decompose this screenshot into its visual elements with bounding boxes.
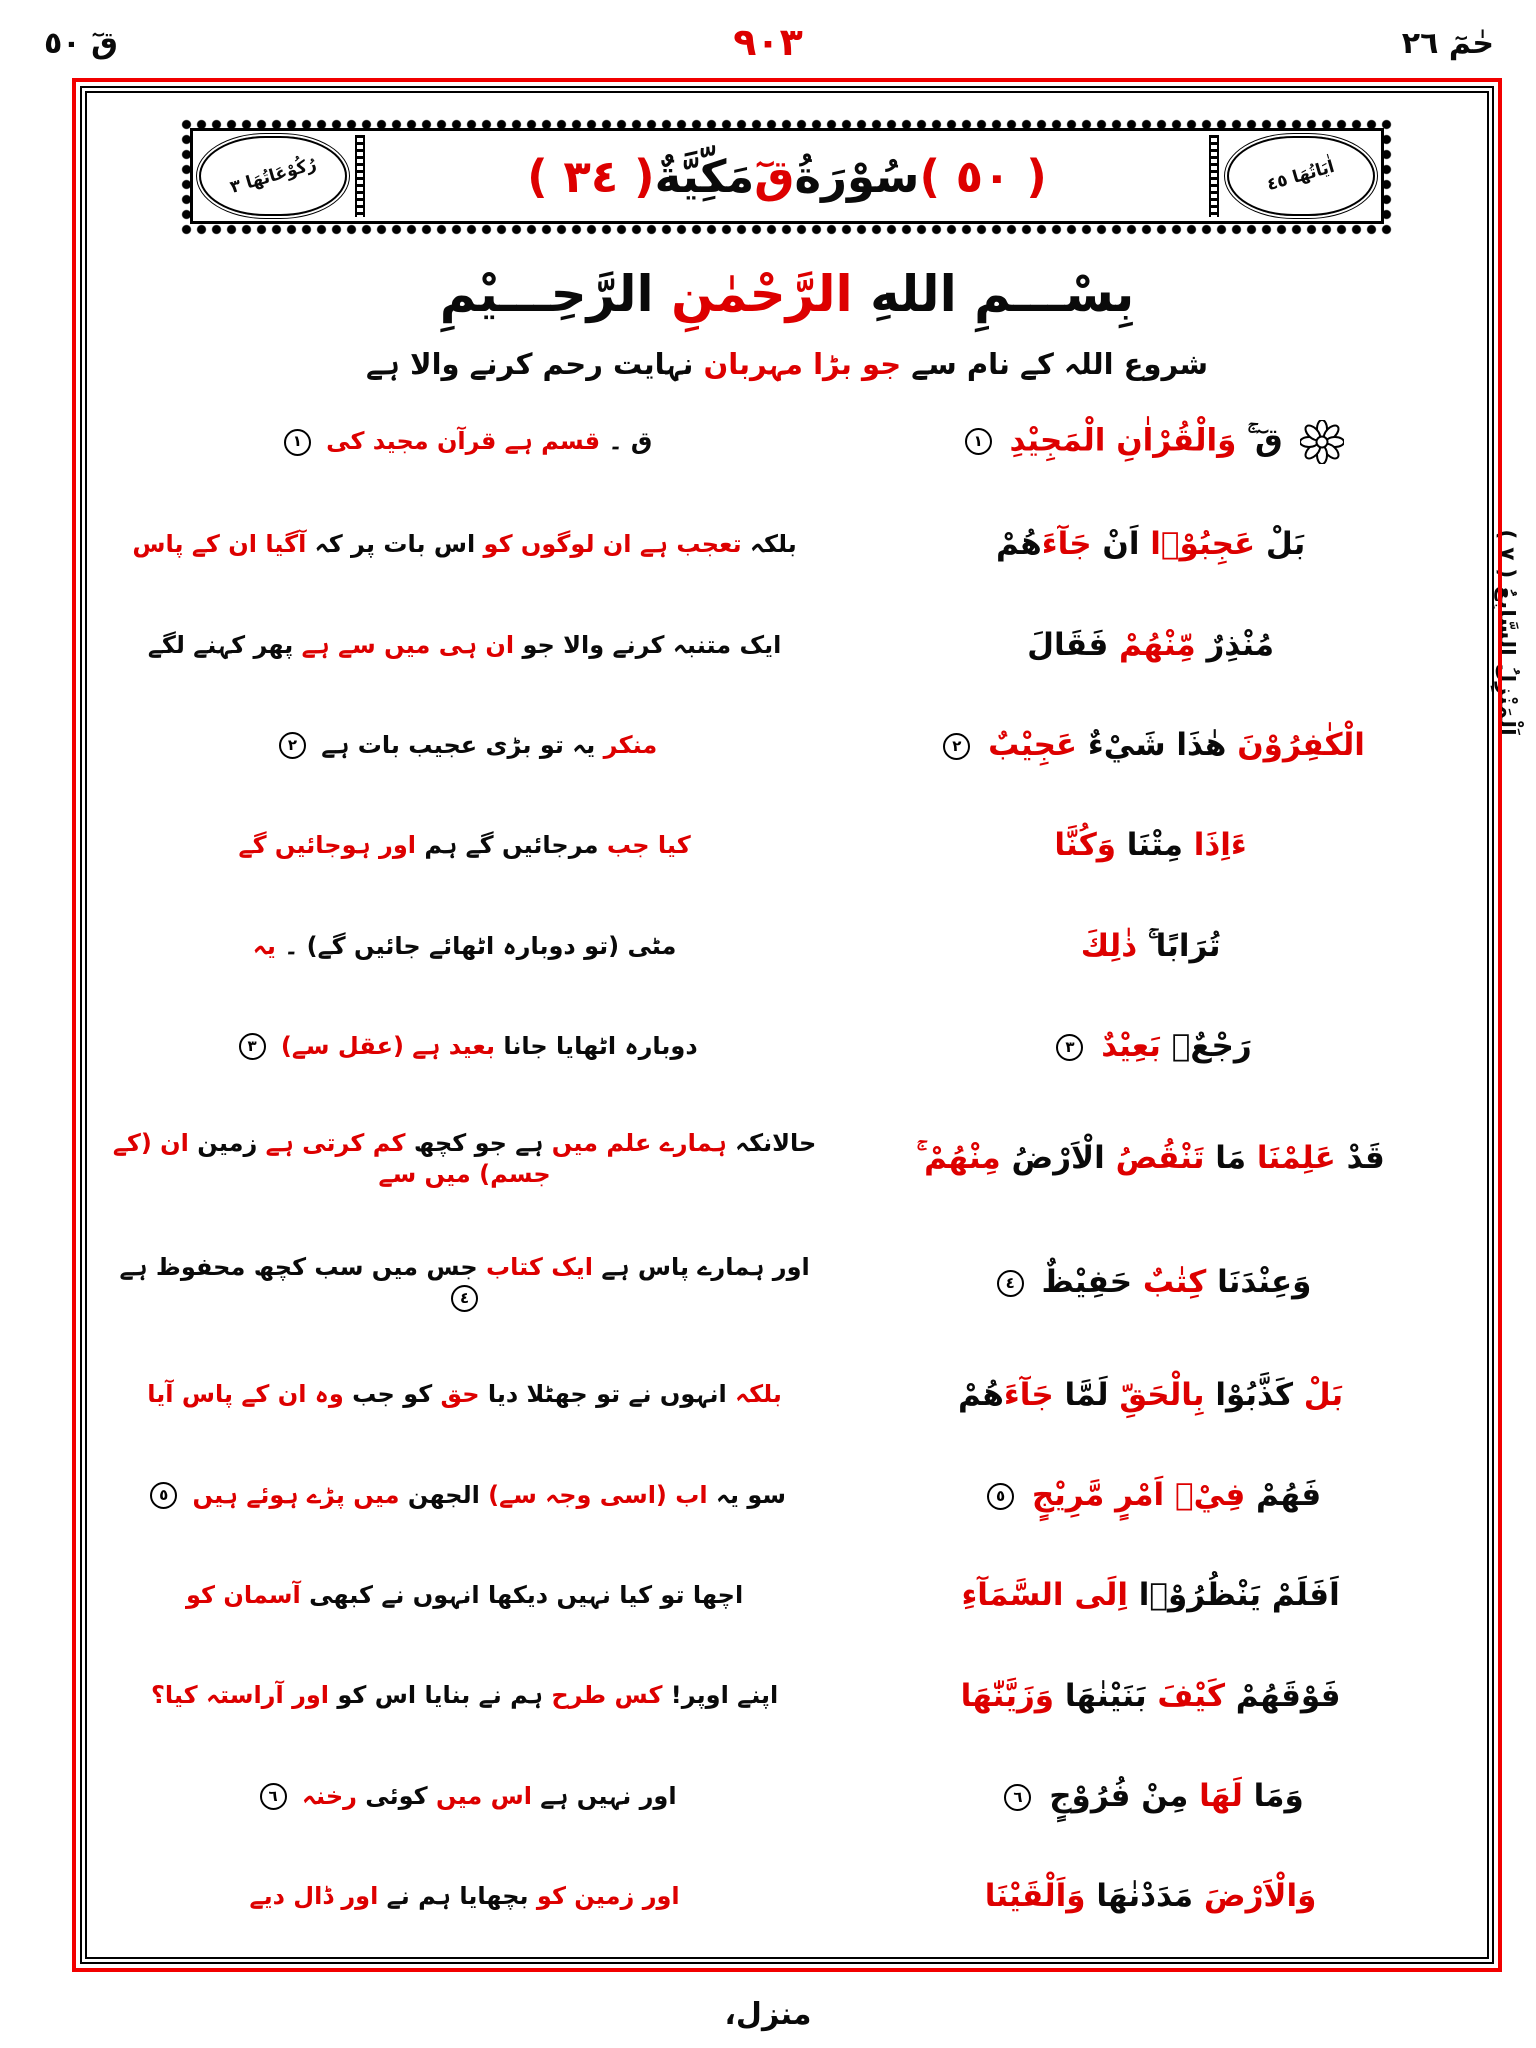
text-segment: مَكِّيَّةٌ: [654, 149, 755, 203]
text-segment: وہ ان کے پاس آیا: [147, 1380, 344, 1409]
text-segment: بِسْـــمِ اللهِ: [852, 265, 1135, 323]
text-segment: مرجائیں گے ہم: [416, 831, 599, 860]
text-segment: مِنْهُمْ ۚ: [916, 1140, 1001, 1177]
text-segment: الجھن: [399, 1480, 480, 1509]
arabic-verse: [828, 420, 1473, 464]
text-segment: اور ہمارے پاس ہے: [593, 1252, 810, 1281]
text-segment: مِّنْهُمْ: [1108, 626, 1196, 663]
verse-number-circle: ١: [965, 428, 992, 455]
text-segment: اب (اسی وجہ سے): [479, 1480, 708, 1509]
verse-number-circle: ٥: [150, 1482, 177, 1509]
arabic-verse: [828, 1476, 1473, 1515]
text-segment: وَاَلْقَيْنَا: [984, 1878, 1086, 1915]
verse-row: [101, 1576, 1473, 1615]
verse-row: [101, 1128, 1473, 1190]
verse-number-circle: ٥: [987, 1483, 1014, 1510]
text-segment: اس میں: [427, 1781, 532, 1810]
text-segment: آسمان کو: [185, 1581, 301, 1610]
verse-number-circle: ٦: [260, 1783, 287, 1810]
text-segment: انہوں نے تو جھٹلا دیا: [479, 1380, 727, 1409]
text-segment: ءَاِذَا: [1182, 827, 1247, 864]
verse-row: [101, 1476, 1473, 1515]
verse-number-circle: ٢: [279, 732, 306, 759]
arabic-verse: [828, 1576, 1473, 1615]
arabic-verse: [828, 525, 1473, 564]
text-segment: بلکہ: [726, 1380, 782, 1409]
urdu-translation: [101, 426, 828, 457]
text-segment: اَفَلَمْ يَنْظُرُوْۤا: [1127, 1577, 1340, 1614]
urdu-translation: [101, 1379, 828, 1410]
verse-row: [101, 525, 1473, 564]
text-segment: اس بات پر کہ: [306, 530, 476, 559]
urdu-translation: [101, 730, 828, 761]
urdu-translation: [101, 1031, 828, 1062]
rukuat-medallion: [199, 136, 347, 216]
surah-title: [367, 131, 1207, 221]
arabic-verse: [828, 1677, 1473, 1716]
text-segment: قٓ ۚ: [1236, 422, 1283, 459]
ornament-divider: [355, 135, 365, 217]
text-segment: قسم ہے قرآن مجید کی: [317, 427, 601, 456]
page-border-black: [80, 86, 1494, 1964]
rosette-icon: [1300, 420, 1344, 464]
text-segment: وَعِنْدَنَا: [1206, 1264, 1312, 1301]
text-segment: تُرَابًا ۚ: [1137, 927, 1221, 964]
text-segment: پھر کہنے لگے: [147, 630, 294, 659]
verse-row: [101, 1027, 1473, 1066]
text-segment: شروع اللہ کے نام سے: [901, 347, 1209, 381]
manzil-margin-note: اَلْمَنْزِلُ السَّابِعُ ( ٧ ): [1493, 529, 1519, 736]
text-segment: مِنْ فُرُوْجٍ: [1038, 1777, 1189, 1814]
text-segment: اِلَى السَّمَآءِ: [961, 1577, 1128, 1614]
verse-number-circle: ٣: [239, 1033, 266, 1060]
text-segment: ہمارے علم میں: [543, 1128, 727, 1157]
arabic-verse: [828, 726, 1473, 765]
catchword-manzil: منزل،: [724, 1997, 812, 2032]
text-segment: هُمْ: [958, 1376, 1004, 1413]
text-segment: مُنْذِرٌ: [1195, 626, 1275, 663]
arabic-verse: [828, 626, 1473, 665]
text-segment: ذٰلِكَ: [1080, 927, 1138, 964]
text-segment: حق: [432, 1380, 480, 1409]
text-segment: مَدَدْنٰهَا: [1085, 1878, 1194, 1915]
text-segment: اور ڈال دیے: [249, 1882, 379, 1911]
verse-row: [101, 1252, 1473, 1314]
text-segment: الرَّحِـــيْمِ: [439, 265, 654, 323]
text-segment: میں پڑے ہوئے ہیں: [184, 1480, 400, 1509]
ornament-divider: [1209, 135, 1219, 217]
arabic-verse: [828, 1376, 1473, 1415]
arabic-verse: [828, 826, 1473, 865]
surah-header-box: [190, 128, 1384, 224]
text-segment: منکر: [595, 730, 658, 759]
urdu-translation: [101, 1680, 828, 1711]
urdu-translation: [101, 1881, 828, 1912]
verse-row: [101, 1777, 1473, 1816]
text-segment: کیا جب: [598, 831, 691, 860]
text-segment: بِالْحَقِّ: [1108, 1376, 1205, 1413]
text-segment: ایک متنبہ کرنے والا جو: [514, 630, 782, 659]
text-segment: جو بڑا مہربان: [693, 347, 902, 381]
text-segment: بلکہ: [741, 530, 797, 559]
text-segment: تَنْقُصُ: [1104, 1140, 1205, 1177]
text-segment: ( ٥٠ ): [919, 149, 1047, 203]
text-segment: عَجِيْبٌ: [977, 727, 1078, 764]
text-segment: هُمْ: [995, 526, 1042, 563]
text-segment: الْكٰفِرُوْنَ: [1226, 727, 1365, 764]
text-segment: بَلْ: [1255, 526, 1306, 563]
text-segment: زمین: [188, 1128, 258, 1157]
rukuat-count: رُکُوْعَاتُهَا ٣: [227, 154, 319, 198]
text-segment: وَمَا: [1242, 1777, 1304, 1814]
text-segment: ایک کتاب: [477, 1252, 594, 1281]
text-segment: الرَّحْمٰنِ: [653, 265, 853, 323]
text-segment: یہ تو بڑی عجیب بات ہے: [312, 730, 596, 759]
text-segment: فَهُمْ: [1245, 1476, 1322, 1513]
verse-number-circle: ٦: [1004, 1784, 1031, 1811]
juz-corner: حٰمٓ ٢٦: [1401, 26, 1494, 61]
text-segment: مَا: [1204, 1140, 1247, 1177]
text-segment: ان (کے جسم) میں سے: [112, 1128, 551, 1188]
text-segment: وَكُنَّا: [1054, 827, 1116, 864]
text-segment: اپنے اوپر!: [662, 1681, 779, 1710]
text-segment: یہ: [252, 931, 276, 960]
text-segment: سُوْرَةُ: [794, 149, 920, 203]
text-segment: ان ہی میں سے ہے: [293, 630, 515, 659]
text-segment: کو جب: [343, 1380, 433, 1409]
text-segment: وَزَيَّنّٰهَا: [960, 1677, 1055, 1714]
arabic-verse: [828, 927, 1473, 966]
text-segment: ہے جو کچھ: [405, 1128, 544, 1157]
ayat-medallion: [1227, 136, 1375, 216]
text-segment: اور ہوجائیں گے: [238, 831, 417, 860]
text-segment: سو یہ: [707, 1480, 787, 1509]
verse-row: [101, 1877, 1473, 1916]
text-segment: هٰذَا شَيْءٌ: [1077, 727, 1227, 764]
text-segment: مٹی (تو دوبارہ اٹھائے جائیں گے) ۔: [275, 931, 677, 960]
verse-number-circle: ٤: [451, 1285, 478, 1312]
text-segment: الْاَرْضُ: [1000, 1140, 1105, 1177]
urdu-translation: [101, 931, 828, 962]
bismillah-urdu-translation: [101, 347, 1473, 381]
urdu-translation: [101, 1480, 828, 1511]
arabic-verse: [828, 1027, 1473, 1066]
verse-number-circle: ٢: [943, 733, 970, 760]
text-segment: بَنَيْنٰهَا: [1054, 1677, 1147, 1714]
text-segment: نہایت رحم کرنے والا ہے: [365, 347, 694, 381]
urdu-translation: [101, 1781, 828, 1812]
urdu-translation: [101, 1580, 828, 1611]
text-segment: لَهَا: [1188, 1777, 1243, 1814]
arabic-verse: [828, 1263, 1473, 1302]
text-segment: عَلِمْنَا: [1246, 1140, 1336, 1177]
text-segment: جس میں سب کچھ محفوظ ہے: [119, 1252, 478, 1281]
text-segment: قَدْ: [1335, 1140, 1385, 1177]
verse-rows: [101, 389, 1473, 1947]
text-segment: بَلْ: [1293, 1376, 1344, 1413]
verse-row: [101, 826, 1473, 865]
verse-number-circle: ١: [284, 429, 311, 456]
text-segment: آگیا ان کے پاس: [132, 530, 307, 559]
urdu-translation: [101, 529, 828, 560]
urdu-translation: [101, 630, 828, 661]
text-segment: جَآءَ: [1003, 1376, 1054, 1413]
verse-row: [101, 1376, 1473, 1415]
arabic-verse: [828, 1877, 1473, 1916]
text-segment: اور آراستہ کیا؟: [150, 1681, 330, 1710]
text-segment: حالانکہ: [726, 1128, 817, 1157]
page-border-red: [72, 78, 1502, 1972]
text-segment: كِتٰبٌ: [1132, 1264, 1207, 1301]
text-segment: قٓ: [754, 149, 795, 203]
text-segment: اچھا تو کیا نہیں دیکھا انہوں نے کبھی: [300, 1581, 744, 1610]
arabic-verse: [828, 1139, 1473, 1178]
verse-row: [101, 626, 1473, 665]
text-segment: کوئی: [356, 1781, 428, 1810]
urdu-translation: [101, 1128, 828, 1190]
text-segment: اَنْ: [1091, 526, 1140, 563]
verse-row: [101, 420, 1473, 464]
text-segment: وَالْقُرْاٰنِ الْمَجِيْدِ: [998, 422, 1237, 459]
text-segment: عَجِبُوْۤا: [1139, 526, 1256, 563]
verse-row: [101, 927, 1473, 966]
text-segment: بعید ہے (عقل سے): [272, 1031, 495, 1060]
surah-number-corner: قٓ ٥٠: [44, 26, 118, 61]
text-segment: جَآءَ: [1041, 526, 1092, 563]
text-segment: کم کرتی ہے: [257, 1128, 406, 1157]
text-segment: وَالْاَرْضَ: [1193, 1878, 1317, 1915]
arabic-verse: [828, 1777, 1473, 1816]
text-segment: حَفِيْظٌ: [1030, 1264, 1133, 1301]
bismillah-calligraphy: [101, 265, 1473, 323]
text-segment: لَمَّا: [1053, 1376, 1109, 1413]
text-segment: فِيْۤ اَمْرٍ مَّرِيْجٍ: [1021, 1476, 1246, 1513]
text-segment: کس طرح: [542, 1681, 663, 1710]
text-segment: فَوْقَهُمْ: [1225, 1677, 1341, 1714]
text-segment: بَعِيْدٌ: [1090, 1028, 1161, 1065]
text-segment: كَذَّبُوْا: [1204, 1376, 1293, 1413]
text-segment: بچھایا ہم نے: [378, 1882, 529, 1911]
urdu-translation: [101, 1252, 828, 1314]
ayat-count: اٰیَاتُهَا ٤٥: [1264, 156, 1338, 196]
urdu-translation: [101, 830, 828, 861]
text-segment: ق ۔: [600, 427, 653, 456]
text-segment: دوبارہ اٹھایا جانا: [495, 1031, 698, 1060]
surah-header-ornament: [179, 117, 1395, 235]
text-segment: تعجب ہے ان لوگوں کو: [475, 530, 742, 559]
text-segment: رخنہ: [293, 1781, 357, 1810]
verse-number-circle: ٣: [1056, 1034, 1083, 1061]
page-number: ٩٠٣: [733, 20, 803, 64]
text-segment: فَقَالَ: [1027, 626, 1109, 663]
text-segment: اور زمین کو: [528, 1882, 680, 1911]
text-segment: ہم نے بنایا اس کو: [329, 1681, 543, 1710]
text-segment: رَجْعٌۢ: [1160, 1028, 1252, 1065]
text-segment: كَيْفَ: [1146, 1677, 1225, 1714]
verse-row: [101, 726, 1473, 765]
text-segment: اور نہیں ہے: [531, 1781, 677, 1810]
verse-row: [101, 1677, 1473, 1716]
text-segment: مِتْنَا: [1116, 827, 1183, 864]
text-segment: ( ٣٤ ): [527, 149, 655, 203]
verse-number-circle: ٤: [997, 1270, 1024, 1297]
